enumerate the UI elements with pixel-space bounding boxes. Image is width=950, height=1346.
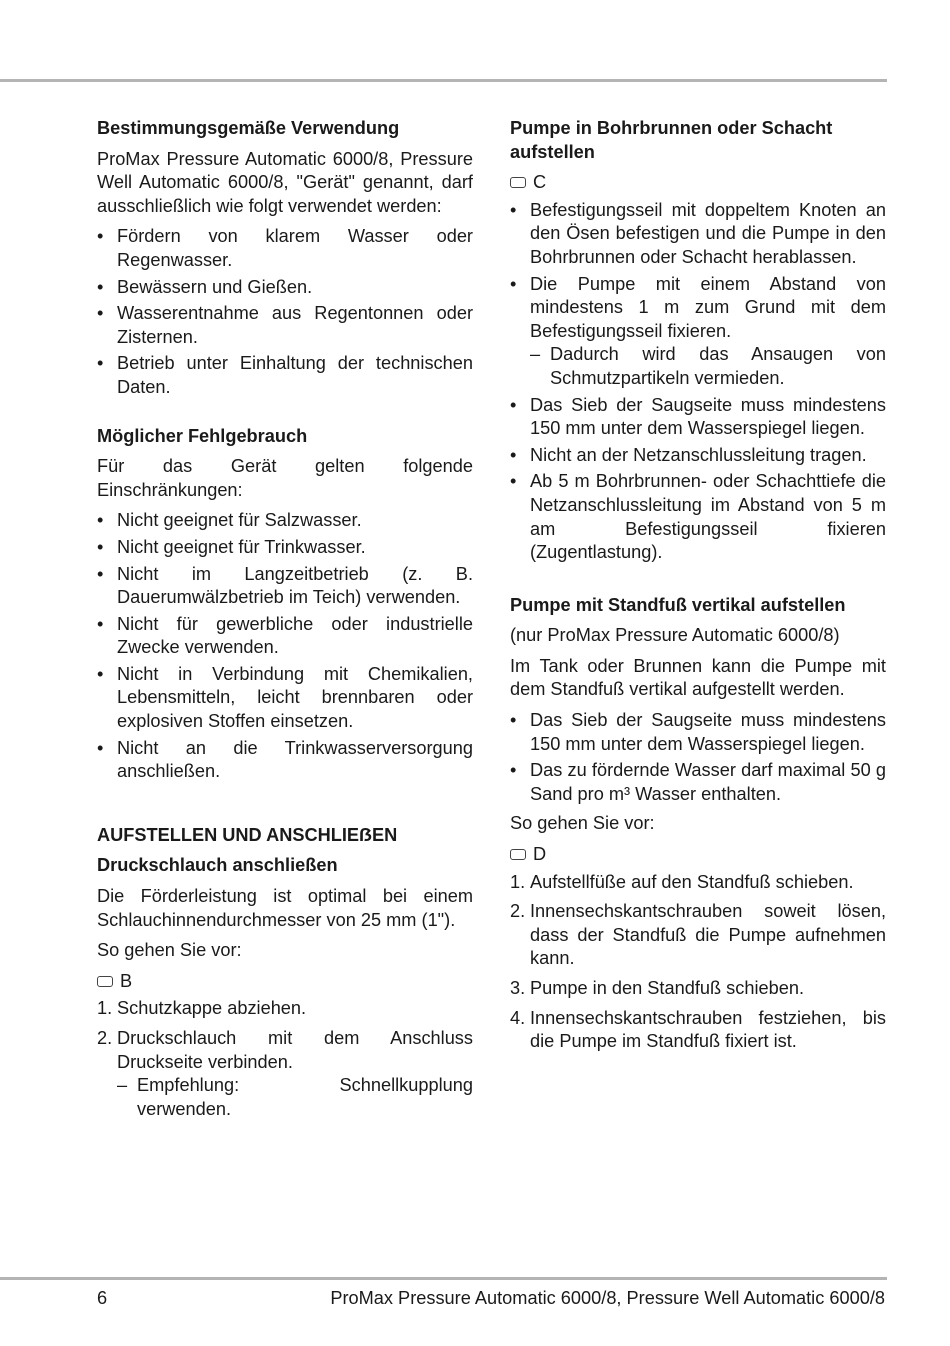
step-text: Innensechskantschrauben festziehen, bis die Pumpe im Standfuß fixiert ist. (530, 1007, 886, 1052)
left-column (97, 117, 473, 1127)
step-number: 3. (510, 978, 526, 998)
list-item-text: Die Pumpe mit einem Abstand von mindestens 1 m zum Grund mit dem Befestigungsseil fixieren. (530, 273, 886, 341)
section-heading-well-install: Pumpe in Bohrbrunnen oder Schacht aufstellen (510, 118, 833, 162)
sub-list (530, 343, 886, 390)
list-item: • Wasserentnahme aus Regentonnen oder Zisternen. (97, 302, 473, 349)
figure-reference (510, 171, 886, 195)
intended-use-intro: ProMax Pressure Automatic 6000/8, Pressure Well Automatic 6000/8, "Gerät" genannt, darf ausschließlich wie folgt verwendet werden: (97, 148, 473, 216)
step-text: Pumpe in den Standfuß schieben. (530, 978, 805, 998)
step-number: 2. (510, 901, 526, 922)
list-item: • Das zu fördernde Wasser darf maximal 50 g Sand pro m³ Wasser enthalten. (510, 759, 886, 806)
section-heading-misuse: Möglicher Fehlgebrauch (97, 425, 308, 446)
list-item: • Bewässern und Gießen. (97, 276, 473, 300)
step-number: 1. (510, 871, 526, 892)
step-text: Innensechskantschrauben soweit lösen, dass der Standfuß die Pumpe aufnehmen kann. (530, 901, 886, 969)
list-item: • Nicht geeignet für Trinkwasser. (97, 536, 473, 560)
figure-letter: B (120, 970, 133, 991)
book-icon (510, 177, 526, 188)
figure-reference (97, 970, 473, 994)
list-item: • Befestigungsseil mit doppeltem Knoten an den Ösen befestigen und die Pumpe in den Bohrbrunnen oder Schacht herablassen. (510, 199, 886, 270)
section-heading-pressure-hose: Druckschlauch anschließen (97, 855, 338, 876)
list-item: • Das Sieb der Saugseite muss mindestens 150 mm unter dem Wasserspiegel liegen. (510, 394, 886, 441)
step-text: Aufstellfüße auf den Standfuß schieben. (530, 871, 854, 892)
list-item: • Fördern von klarem Wasser oder Regenwasser. (97, 225, 473, 272)
sub-item: – Empfehlung: Schnellkupplung verwenden. (117, 1074, 473, 1121)
step-item (97, 997, 473, 1021)
misuse-intro: Für das Gerät gelten folgende Einschränkungen: (97, 456, 473, 500)
page-number: 6 (97, 1288, 108, 1308)
list-item (510, 273, 886, 391)
book-icon (510, 849, 526, 860)
list-item: • Betrieb unter Einhaltung der technischen Daten. (97, 352, 473, 399)
stand-install-steps (510, 871, 886, 1054)
step-item (510, 977, 886, 1001)
misuse-list (97, 509, 473, 784)
procedure-label: So gehen Sie vor: (510, 813, 655, 834)
step-item (97, 1027, 473, 1121)
footer-rule (0, 1277, 887, 1280)
sub-list (117, 1074, 473, 1121)
procedure-label: So gehen Sie vor: (97, 940, 242, 961)
stand-install-list (510, 709, 886, 806)
right-column (510, 117, 886, 1060)
step-number: 4. (510, 1007, 526, 1028)
list-item: • Nicht geeignet für Salzwasser. (97, 509, 473, 533)
book-icon (97, 976, 113, 987)
step-item (510, 1007, 886, 1054)
header-rule (0, 79, 887, 82)
step-item (510, 871, 886, 895)
stand-install-note: (nur ProMax Pressure Automatic 6000/8) (510, 625, 840, 646)
intended-use-list (97, 225, 473, 399)
figure-letter: C (533, 172, 547, 193)
step-text: Schutzkappe abziehen. (117, 998, 307, 1019)
list-item: • Das Sieb der Saugseite muss mindestens 150 mm unter dem Wasserspiegel liegen. (510, 709, 886, 756)
figure-letter: D (533, 844, 547, 865)
list-item: • Ab 5 m Bohrbrunnen- oder Schachttiefe die Netzanschlussleitung im Abstand von 5 m am Befestigungsseil fixieren (Zugentlastung). (510, 470, 886, 564)
step-number: 2. (97, 1028, 113, 1048)
stand-install-intro: Im Tank oder Brunnen kann die Pumpe mit dem Standfuß vertikal aufgestellt werden. (510, 655, 886, 700)
page-footer (97, 1287, 885, 1311)
list-item: • Nicht in Verbindung mit Chemikalien, Lebensmitteln, leicht brennbaren oder explosiven Stoffen einsetzen. (97, 663, 473, 734)
pressure-hose-intro: Die Förderleistung ist optimal bei einem Schlauchinnendurchmesser von 25 mm (1"). (97, 886, 473, 930)
list-item: • Nicht im Langzeitbetrieb (z. B. Dauerumwälzbetrieb im Teich) verwenden. (97, 563, 473, 610)
step-text: Druckschlauch mit dem Anschluss Druckseite verbinden. (117, 1028, 473, 1072)
chapter-heading: AUFSTELLEN UND ANSCHLIEẞEN (97, 824, 398, 845)
footer-title: ProMax Pressure Automatic 6000/8, Pressure Well Automatic 6000/8 (330, 1288, 885, 1308)
sub-item: – Dadurch wird das Ansaugen von Schmutzpartikeln vermieden. (530, 343, 886, 390)
list-item: • Nicht für gewerbliche oder industrielle Zwecke verwenden. (97, 613, 473, 660)
pressure-hose-steps (97, 997, 473, 1121)
list-item: • Nicht an der Netzanschlussleitung tragen. (510, 444, 886, 468)
list-item: • Nicht an die Trinkwasserversorgung anschließen. (97, 737, 473, 784)
well-install-list (510, 199, 886, 565)
section-heading-intended-use: Bestimmungsgemäße Verwendung (97, 118, 400, 138)
step-item (510, 900, 886, 971)
step-number: 1. (97, 998, 113, 1019)
section-heading-stand-install: Pumpe mit Standfuß vertikal aufstellen (510, 594, 846, 615)
figure-reference (510, 843, 886, 867)
